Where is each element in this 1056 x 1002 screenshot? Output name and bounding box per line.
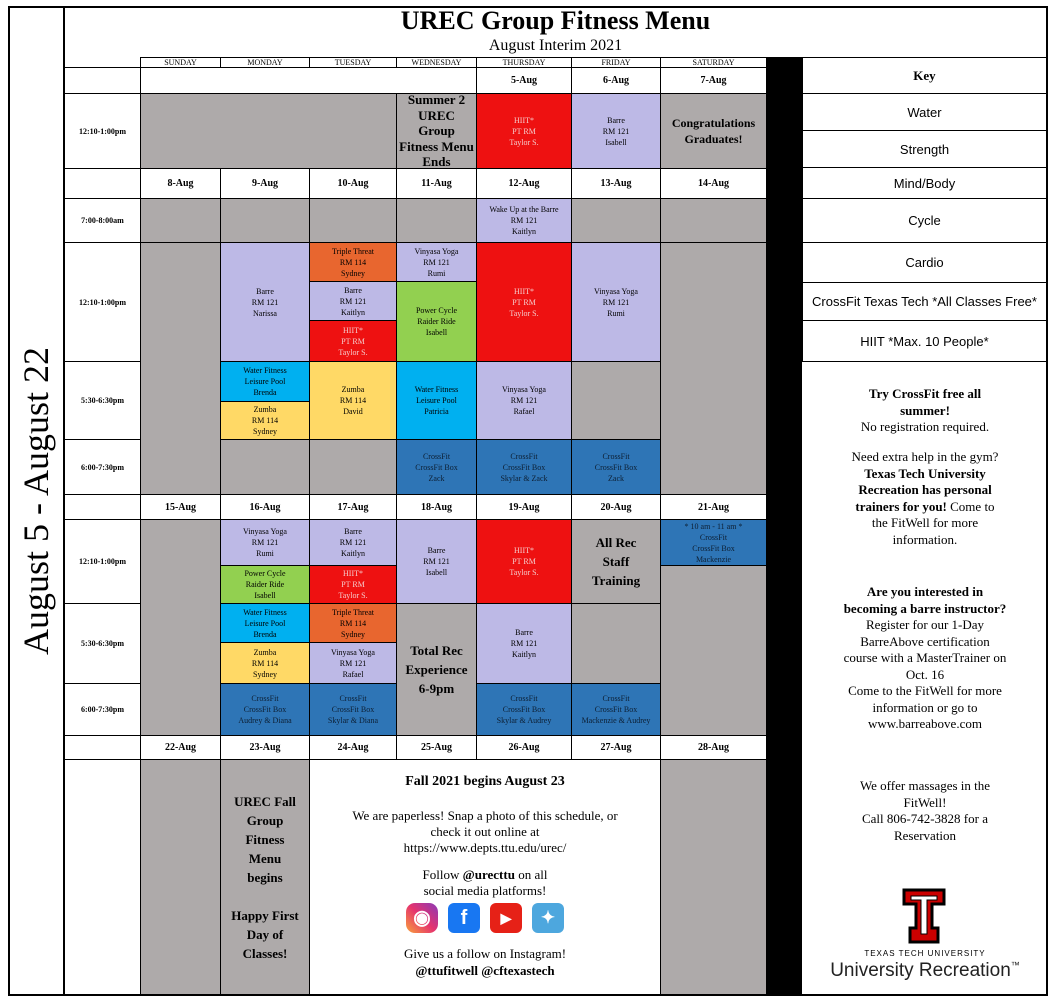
date-cell: 20-Aug [571, 494, 661, 520]
class-vinyasa-yoga: Vinyasa Yoga RM 121 Rumi [396, 242, 477, 282]
date-cell: 14-Aug [660, 168, 767, 199]
class-crossfit: * 10 am - 11 am * CrossFit CrossFit Box Mackenzie [660, 519, 767, 566]
time-label: 5:30-6:30pm [64, 361, 141, 440]
date-cell: 22-Aug [140, 735, 221, 760]
total-rec-experience-note: Total Rec Experience 6-9pm [396, 603, 477, 736]
date-cell: 8-Aug [140, 168, 221, 199]
date-cell: 23-Aug [220, 735, 310, 760]
class-wake-up-barre: Wake Up at the Barre RM 121 Kaitlyn [476, 198, 572, 243]
no-class-cell [571, 603, 661, 684]
date-cell: 17-Aug [309, 494, 397, 520]
date-cell: 26-Aug [476, 735, 572, 760]
facebook-icon[interactable]: f [448, 903, 480, 933]
key-cardio: Cardio [802, 242, 1047, 283]
class-crossfit: CrossFit CrossFit Box Skylar & Diana [309, 683, 397, 736]
date-cell: 5-Aug [476, 67, 572, 94]
no-class-cell [140, 198, 221, 243]
date-cell: 19-Aug [476, 494, 572, 520]
class-power-cycle: Power Cycle Raider Ride Isabell [396, 281, 477, 362]
time-label: 12:10-1:00pm [64, 93, 141, 169]
date-row-empty [140, 67, 477, 94]
date-cell: 9-Aug [220, 168, 310, 199]
class-barre: Barre RM 121 Isabell [396, 519, 477, 604]
no-class-cell [660, 198, 767, 243]
date-cell: 27-Aug [571, 735, 661, 760]
texas-tech-logo-icon [896, 888, 952, 944]
page-subtitle: August Interim 2021 [488, 37, 623, 54]
key-hiit: HIIT *Max. 10 People* [802, 320, 1047, 362]
time-label: 5:30-6:30pm [64, 603, 141, 684]
no-class-cell [140, 242, 221, 495]
date-cell: 13-Aug [571, 168, 661, 199]
class-zumba: Zumba RM 114 David [309, 361, 397, 440]
date-cell: 6-Aug [571, 67, 661, 94]
time-label: 6:00-7:30pm [64, 683, 141, 736]
day-header-saturday: SATURDAY [660, 57, 767, 68]
time-cell-empty [64, 67, 141, 94]
no-class-cell [660, 565, 767, 736]
day-header-friday: FRIDAY [571, 57, 661, 68]
key-crossfit: CrossFit Texas Tech *All Classes Free* [802, 282, 1047, 321]
youtube-icon[interactable]: ▶ [490, 903, 522, 933]
date-cell: 16-Aug [220, 494, 310, 520]
time-cell-empty [64, 168, 141, 199]
date-cell: 10-Aug [309, 168, 397, 199]
class-crossfit: CrossFit CrossFit Box Skylar & Zack [476, 439, 572, 495]
time-label: 6:00-7:30pm [64, 439, 141, 495]
class-hiit: HIIT* PT RM Taylor S. [476, 242, 572, 362]
class-water-fitness: Water Fitness Leisure Pool Brenda [220, 361, 310, 402]
class-crossfit: CrossFit CrossFit Box Audrey & Diana [220, 683, 310, 736]
class-barre: Barre RM 121 Kaitlyn [309, 281, 397, 321]
key-cycle: Cycle [802, 198, 1047, 243]
no-class-cell [309, 198, 397, 243]
logo-university: TEXAS TECH UNIVERSITY [864, 949, 986, 958]
class-crossfit: CrossFit CrossFit Box Zack [571, 439, 661, 495]
staff-training-note: All Rec Staff Training [571, 519, 661, 604]
no-class-cell [660, 242, 767, 495]
key-title: Key [802, 57, 1047, 94]
class-triple-threat: Triple Threat RM 114 Sydney [309, 603, 397, 643]
follow-note: Follow @urecttu on all social media platforms! [422, 867, 548, 898]
date-cell: 11-Aug [396, 168, 477, 199]
no-class-cell [140, 93, 397, 169]
no-class-cell [396, 198, 477, 243]
time-cell-empty [64, 759, 141, 995]
massage-promo: We offer massages in the FitWell! Call 806-742-3828 for a Reservation [859, 778, 991, 843]
class-barre: Barre RM 121 Kaitlyn [476, 603, 572, 684]
class-barre: Barre RM 121 Kaitlyn [309, 519, 397, 566]
key-mind-body: Mind/Body [802, 167, 1047, 199]
class-hiit: HIIT* PT RM Taylor S. [309, 565, 397, 604]
date-cell: 21-Aug [660, 494, 767, 520]
no-class-cell [660, 759, 767, 995]
class-water-fitness: Water Fitness Leisure Pool Patricia [396, 361, 477, 440]
time-label: 12:10-1:00pm [64, 242, 141, 362]
class-water-fitness: Water Fitness Leisure Pool Brenda [220, 603, 310, 643]
no-class-cell [220, 439, 310, 495]
no-class-cell [140, 759, 221, 995]
class-vinyasa-yoga: Vinyasa Yoga RM 121 Rumi [571, 242, 661, 362]
no-class-cell [140, 519, 221, 736]
class-power-cycle: Power Cycle Raider Ride Isabell [220, 565, 310, 604]
class-vinyasa-yoga: Vinyasa Yoga RM 121 Rafael [309, 642, 397, 684]
time-cell-empty [64, 494, 141, 520]
class-crossfit: CrossFit CrossFit Box Zack [396, 439, 477, 495]
date-cell: 18-Aug [396, 494, 477, 520]
day-header-thursday: THURSDAY [476, 57, 572, 68]
date-cell: 12-Aug [476, 168, 572, 199]
black-divider [766, 57, 802, 994]
class-vinyasa-yoga: Vinyasa Yoga RM 121 Rafael [476, 361, 572, 440]
no-class-cell [571, 198, 661, 243]
date-cell: 24-Aug [309, 735, 397, 760]
no-class-cell [309, 439, 397, 495]
barre-instructor-promo: Are you interested in becoming a barre instructor? Register for our 1-Day BarreAbove certification course with a MasterTrainer on Oct. 16 Come to the FitWell for more information or go to www.barreabove.com [843, 584, 1007, 731]
class-crossfit: CrossFit CrossFit Box Mackenzie & Audrey [571, 683, 661, 736]
class-barre: Barre RM 121 Narissa [220, 242, 310, 362]
class-zumba: Zumba RM 114 Sydney [220, 642, 310, 684]
key-water: Water [802, 93, 1047, 131]
instagram-icon[interactable]: ◉ [406, 903, 438, 933]
instagram-handles: @ttufitwell @cftexastech [415, 963, 555, 978]
date-cell: 15-Aug [140, 494, 221, 520]
instagram-invite: Give us a follow on Instagram! [403, 946, 567, 961]
social-icons [309, 903, 661, 933]
crossfit-promo: Try CrossFit free all summer! No registration required. [860, 386, 990, 434]
key-strength: Strength [802, 130, 1047, 168]
day-header-wednesday: WEDNESDAY [396, 57, 477, 68]
fall-menu-begins-note: UREC Fall Group Fitness Menu begins Happy First Day of Classes! [220, 759, 310, 995]
class-hiit: HIIT* PT RM Taylor S. [309, 320, 397, 362]
graduates-note: Congratulations Graduates! [660, 93, 767, 169]
time-label: 7:00-8:00am [64, 198, 141, 243]
class-hiit: HIIT* PT RM Taylor S. [476, 519, 572, 604]
class-zumba: Zumba RM 114 Sydney [220, 401, 310, 440]
class-hiit: HIIT* PT RM Taylor S. [476, 93, 572, 169]
paperless-note: We are paperless! Snap a photo of this schedule, or check it out online at https://www.depts.ttu.edu/urec/ [352, 808, 618, 855]
side-label: August 5 - August 22 [16, 346, 57, 656]
date-cell: 25-Aug [396, 735, 477, 760]
logo-department: University Recreation™ [830, 960, 1020, 981]
date-cell: 28-Aug [660, 735, 767, 760]
class-crossfit: CrossFit CrossFit Box Skylar & Audrey [476, 683, 572, 736]
day-header-monday: MONDAY [220, 57, 310, 68]
time-label: 12:10-1:00pm [64, 519, 141, 604]
time-cell-empty [64, 735, 141, 760]
page-title: UREC Group Fitness Menu [400, 6, 711, 35]
trainer-promo: Need extra help in the gym? Texas Tech University Recreation has personal trainers for you! Come to the FitWell for more information. [851, 449, 999, 547]
class-vinyasa-yoga: Vinyasa Yoga RM 121 Rumi [220, 519, 310, 566]
class-barre: Barre RM 121 Isabell [571, 93, 661, 169]
fall-title: Fall 2021 begins August 23 [405, 774, 565, 789]
menu-ends-note: Summer 2 UREC Group Fitness Menu Ends [396, 93, 477, 169]
class-triple-threat: Triple Threat RM 114 Sydney [309, 242, 397, 282]
no-class-cell [220, 198, 310, 243]
no-class-cell [571, 361, 661, 440]
day-header-sunday: SUNDAY [140, 57, 221, 68]
date-cell: 7-Aug [660, 67, 767, 94]
twitter-icon[interactable]: ✦ [532, 903, 564, 933]
day-header-tuesday: TUESDAY [309, 57, 397, 68]
